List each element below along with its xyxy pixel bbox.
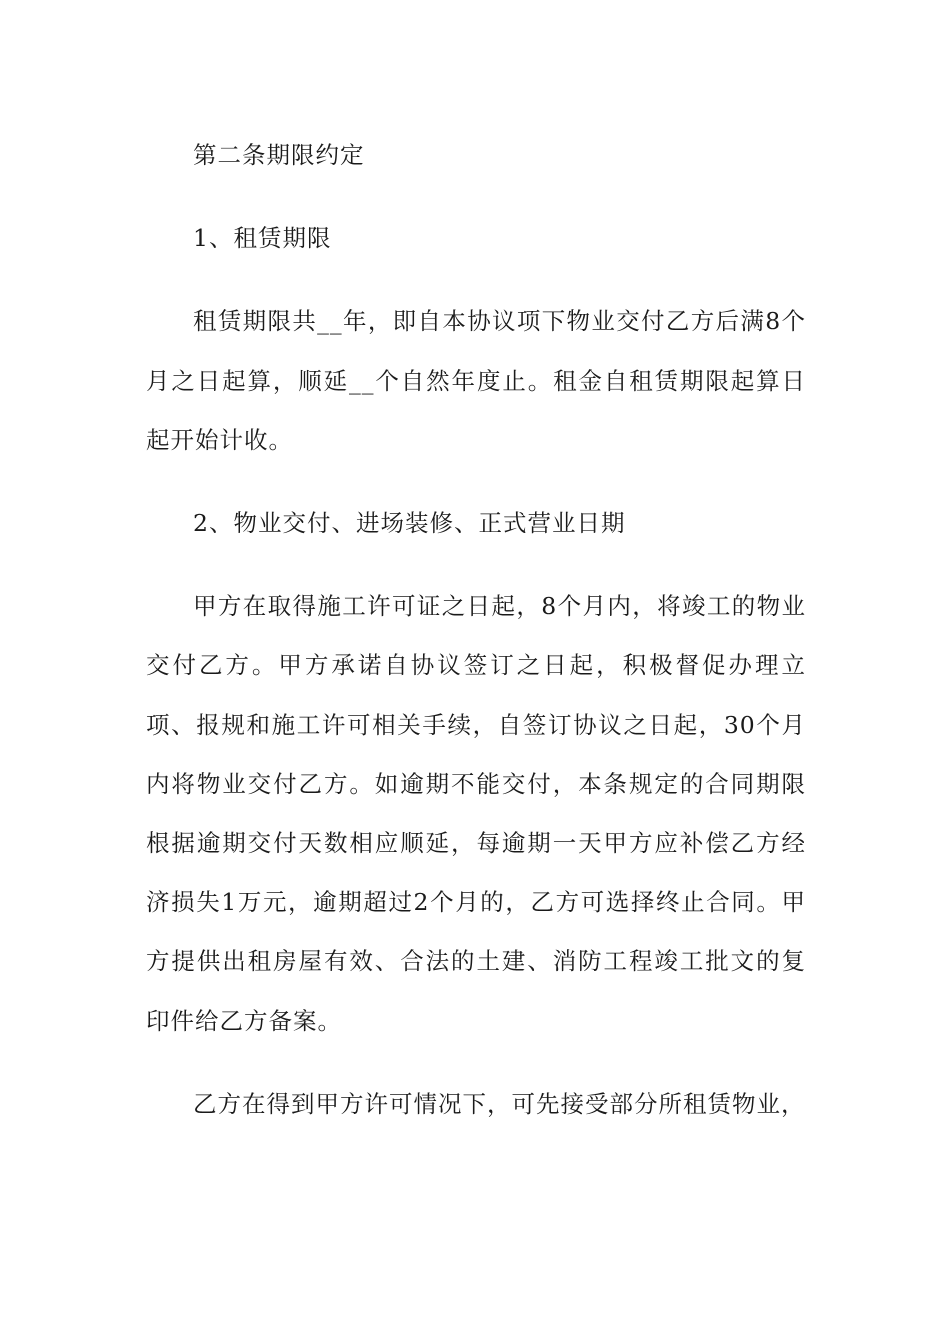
subsection-heading: 1、租赁期限 (193, 224, 332, 253)
subsection-heading: 2、物业交付、进场装修、正式营业日期 (193, 509, 626, 538)
body-paragraph: 乙方在得到甲方许可情况下，可先接受部分所租赁物业， (193, 1089, 806, 1118)
document-body (146, 126, 806, 1158)
body-paragraph: 租赁期限共__年，即自本协议项下物业交付乙方后满8个月之日起算，顺延__个自然年度止。租金自租赁期限起算日起开始计收。 (146, 307, 806, 454)
section-heading: 第二条期限约定 (193, 141, 365, 169)
body-paragraph: 甲方在取得施工许可证之日起，8个月内，将竣工的物业交付乙方。甲方承诺自协议签订之日起，积极督促办理立项、报规和施工许可相关手续，自签订协议之日起，30个月内将物业交付乙方。如逾期不能交付，本条规定的合同期限根据逾期交付天数相应顺延，每逾期一天甲方应补偿乙方经济损失1万元，逾期超过2个月的，乙方可选择终止合同。甲方提供出租房屋有效、合法的土建、消防工程竣工批文的复印件给乙方备案。 (146, 592, 806, 1035)
